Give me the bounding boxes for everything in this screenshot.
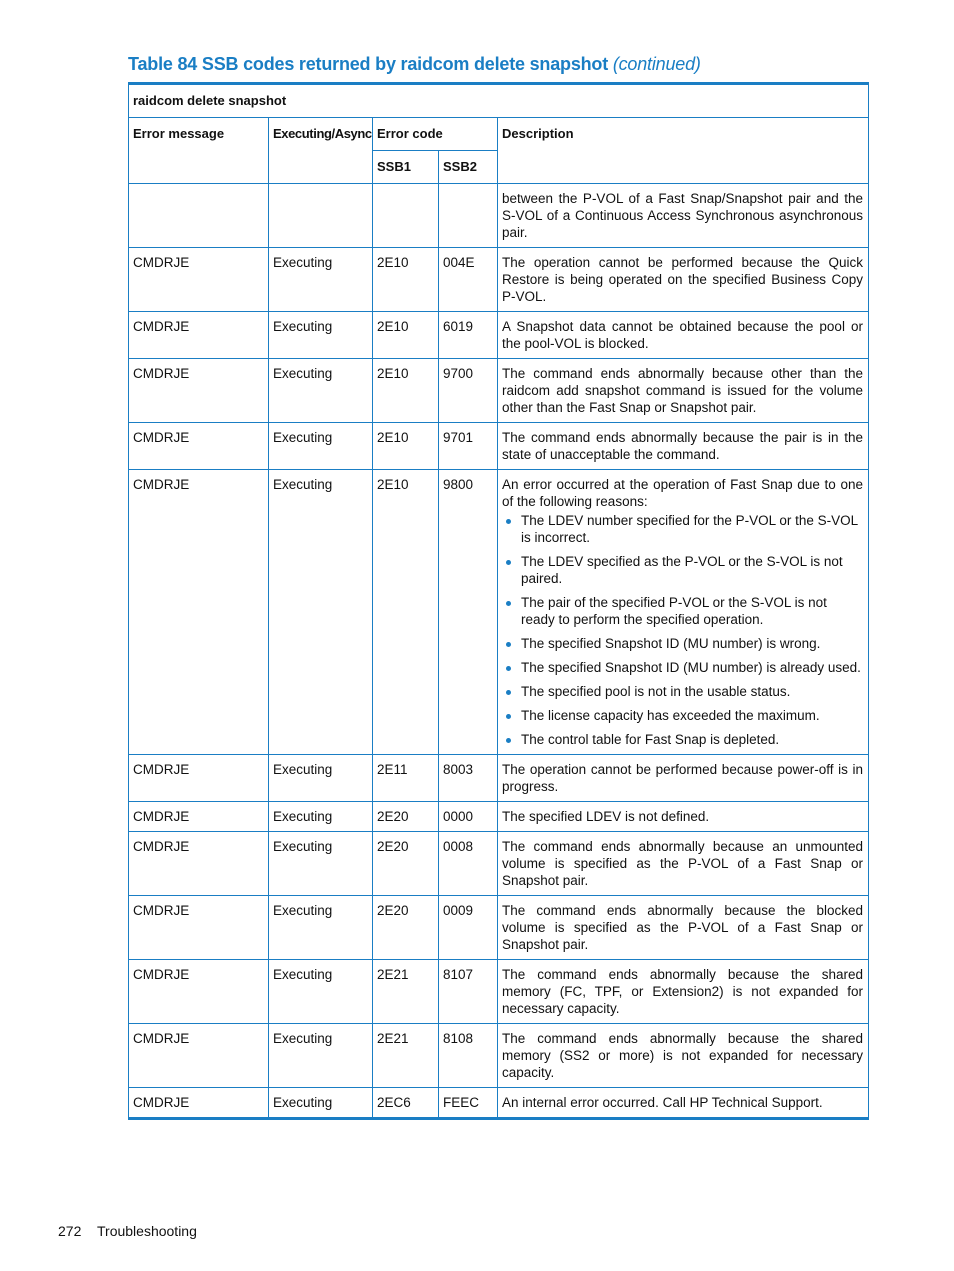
ssb2-cell: FEEC [439, 1088, 498, 1119]
description-cell [498, 184, 869, 248]
error-message-cell: CMDRJE [129, 802, 269, 832]
list-item [502, 512, 863, 546]
description-text: The operation cannot be performed because the Quick Restore is being operated on the specified Business Copy P-VOL. [502, 255, 864, 304]
executing-cell: Executing [269, 423, 373, 470]
command-header: raidcom delete snapshot [129, 84, 869, 118]
page-footer [58, 1223, 197, 1239]
description-cell [498, 248, 869, 312]
ssb1-cell: 2E10 [373, 359, 439, 423]
error-message-cell: CMDRJE [129, 312, 269, 359]
error-message-cell: CMDRJE [129, 423, 269, 470]
ssb2-cell: 0000 [439, 802, 498, 832]
description-cell [498, 470, 869, 755]
description-text: A Snapshot data cannot be obtained because the pool or the pool-VOL is blocked. [502, 319, 864, 351]
table-row [129, 1088, 869, 1119]
ssb2-cell: 6019 [439, 312, 498, 359]
list-item [502, 731, 863, 748]
executing-cell: Executing [269, 960, 373, 1024]
description-cell [498, 832, 869, 896]
executing-cell: Executing [269, 470, 373, 755]
description-cell [498, 423, 869, 470]
description-cell [498, 312, 869, 359]
description-text: between the P-VOL of a Fast Snap/Snapshot pair and the S-VOL of a Continuous Access Synchronous asynchronous pair. [502, 191, 864, 240]
ssb1-cell: 2E10 [373, 312, 439, 359]
executing-cell [269, 184, 373, 248]
ssb1-cell: 2E20 [373, 896, 439, 960]
description-cell [498, 802, 869, 832]
error-message-cell: CMDRJE [129, 1088, 269, 1119]
table-row [129, 248, 869, 312]
table-row [129, 755, 869, 802]
error-message-cell: CMDRJE [129, 1024, 269, 1088]
executing-cell: Executing [269, 248, 373, 312]
description-cell [498, 1024, 869, 1088]
list-item-text: The specified Snapshot ID (MU number) is already used. [521, 660, 861, 675]
bullet-icon [506, 601, 511, 606]
header-ssb2: SSB2 [439, 151, 498, 184]
description-text: The command ends abnormally because other than the raidcom add snapshot command is issued for the volume other than the Fast Snap or Snapshot pair. [502, 366, 864, 415]
ssb1-cell: 2EC6 [373, 1088, 439, 1119]
bullet-icon [506, 666, 511, 671]
table-row [129, 802, 869, 832]
reasons-list [502, 512, 863, 748]
description-text: The command ends abnormally because the pair is in the state of unacceptable the command. [502, 430, 864, 462]
ssb2-cell: 0008 [439, 832, 498, 896]
error-message-cell: CMDRJE [129, 359, 269, 423]
header-executing-async: Executing/Async [269, 118, 373, 184]
list-item [502, 553, 863, 587]
ssb1-cell: 2E10 [373, 470, 439, 755]
executing-cell: Executing [269, 802, 373, 832]
executing-cell: Executing [269, 896, 373, 960]
table-title: Table 84 SSB codes returned by raidcom delete snapshot [128, 54, 609, 74]
table-row [129, 896, 869, 960]
header-error-code: Error code [373, 118, 498, 151]
bullet-icon [506, 642, 511, 647]
page-number: 272 [58, 1223, 82, 1239]
error-message-cell: CMDRJE [129, 960, 269, 1024]
bullet-icon [506, 519, 511, 524]
ssb2-cell: 8108 [439, 1024, 498, 1088]
description-cell [498, 359, 869, 423]
executing-cell: Executing [269, 755, 373, 802]
table-caption [128, 54, 701, 75]
ssb1-cell: 2E10 [373, 248, 439, 312]
executing-cell: Executing [269, 1024, 373, 1088]
list-item-text: The pair of the specified P-VOL or the S-VOL is not ready to perform the specified operation. [521, 595, 827, 627]
description-text: The specified LDEV is not defined. [502, 809, 710, 824]
error-message-cell: CMDRJE [129, 755, 269, 802]
table-row [129, 832, 869, 896]
list-item [502, 659, 863, 676]
error-message-cell: CMDRJE [129, 832, 269, 896]
ssb2-cell: 9701 [439, 423, 498, 470]
list-item [502, 683, 863, 700]
list-item-text: The control table for Fast Snap is depleted. [521, 732, 780, 747]
table-row [129, 359, 869, 423]
description-text: The command ends abnormally because the shared memory (SS2 or more) is not expanded for necessary capacity. [502, 1031, 864, 1080]
table-row [129, 1024, 869, 1088]
list-item-text: The specified pool is not in the usable status. [521, 684, 791, 699]
ssb2-cell: 004E [439, 248, 498, 312]
ssb1-cell: 2E11 [373, 755, 439, 802]
description-text: The command ends abnormally because the shared memory (FC, TPF, or Extension2) is not expanded for necessary capacity. [502, 967, 864, 1016]
header-ssb1: SSB1 [373, 151, 439, 184]
error-message-cell: CMDRJE [129, 470, 269, 755]
description-cell [498, 896, 869, 960]
table-row [129, 312, 869, 359]
list-item-text: The LDEV number specified for the P-VOL or the S-VOL is incorrect. [521, 513, 858, 545]
command-header-row [129, 84, 869, 118]
list-item-text: The specified Snapshot ID (MU number) is wrong. [521, 636, 821, 651]
bullet-icon [506, 714, 511, 719]
header-error-message: Error message [129, 118, 269, 184]
description-text: The command ends abnormally because the blocked volume is specified as the P-VOL of a Fast Snap or Snapshot pair. [502, 903, 864, 952]
table-row [129, 470, 869, 755]
ssb2-cell: 8003 [439, 755, 498, 802]
ssb1-cell: 2E20 [373, 832, 439, 896]
bullet-icon [506, 560, 511, 565]
description-cell [498, 960, 869, 1024]
description-text: The operation cannot be performed because power-off is in progress. [502, 762, 864, 794]
ssb2-cell: 0009 [439, 896, 498, 960]
ssb1-cell: 2E21 [373, 960, 439, 1024]
list-item [502, 594, 863, 628]
executing-cell: Executing [269, 312, 373, 359]
bullet-icon [506, 738, 511, 743]
continued-label: (continued) [612, 54, 701, 74]
error-message-cell: CMDRJE [129, 896, 269, 960]
header-description: Description [498, 118, 869, 184]
ssb1-cell: 2E10 [373, 423, 439, 470]
ssb2-cell: 9800 [439, 470, 498, 755]
executing-cell: Executing [269, 832, 373, 896]
table-row [129, 184, 869, 248]
ssb-codes-table [128, 82, 869, 1120]
list-item [502, 707, 863, 724]
executing-cell: Executing [269, 1088, 373, 1119]
bullet-icon [506, 690, 511, 695]
column-header-row [129, 118, 869, 151]
table-row [129, 423, 869, 470]
list-item-text: The LDEV specified as the P-VOL or the S-VOL is not paired. [521, 554, 843, 586]
table-body [129, 184, 869, 1119]
list-item-text: The license capacity has exceeded the maximum. [521, 708, 820, 723]
ssb2-cell: 9700 [439, 359, 498, 423]
description-cell [498, 1088, 869, 1119]
description-cell [498, 755, 869, 802]
ssb1-cell: 2E21 [373, 1024, 439, 1088]
ssb1-cell [373, 184, 439, 248]
section-name: Troubleshooting [97, 1223, 197, 1239]
ssb1-cell: 2E20 [373, 802, 439, 832]
ssb2-cell [439, 184, 498, 248]
ssb2-cell: 8107 [439, 960, 498, 1024]
description-text: An internal error occurred. Call HP Technical Support. [502, 1095, 823, 1110]
error-message-cell [129, 184, 269, 248]
description-text: The command ends abnormally because an unmounted volume is specified as the P-VOL of a Fast Snap or Snapshot pair. [502, 839, 864, 888]
list-item [502, 635, 863, 652]
executing-cell: Executing [269, 359, 373, 423]
description-text: An error occurred at the operation of Fast Snap due to one of the following reasons: [502, 477, 864, 509]
table-row [129, 960, 869, 1024]
error-message-cell: CMDRJE [129, 248, 269, 312]
